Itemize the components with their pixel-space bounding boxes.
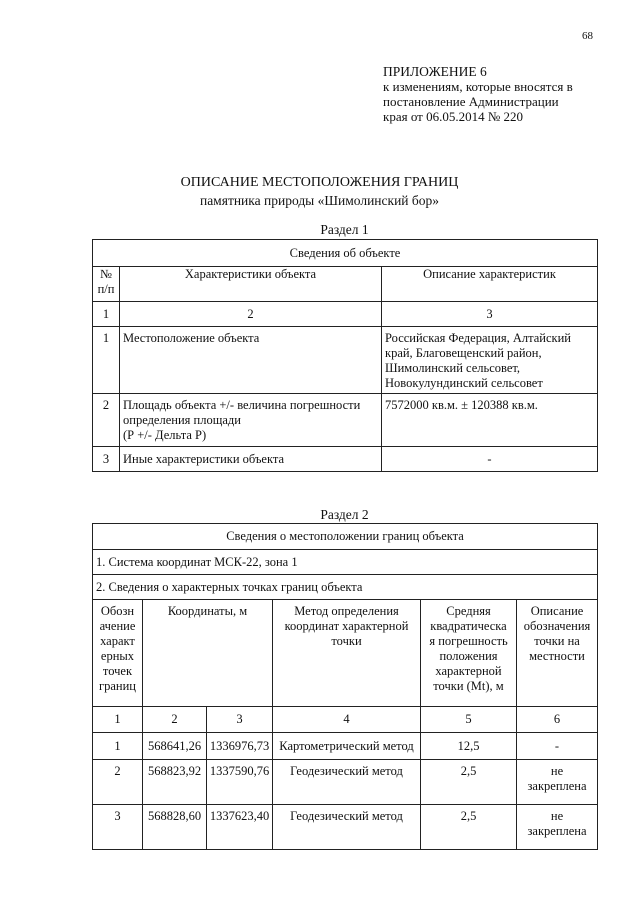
object-info-table — [92, 239, 598, 472]
point-id: 3 — [93, 805, 143, 850]
column-header-coordinates: Координаты, м — [143, 600, 273, 707]
appendix-line: края от 06.05.2014 № 220 — [383, 109, 523, 124]
coord-x: 568828,60 — [143, 805, 207, 850]
coord-x: 568641,26 — [143, 733, 207, 760]
column-header-error: Средняя квадратическа я погрешность положения характерной точки (Mt), м — [421, 600, 517, 707]
row-characteristic: Иные характеристики объекта — [120, 447, 382, 472]
table-row — [93, 394, 598, 447]
marking: не закреплена — [517, 805, 598, 850]
document-subtitle: памятника природы «Шимолинский бор» — [199, 193, 440, 208]
column-header-description: Описание характеристик — [382, 267, 598, 302]
coord-y: 1336976,73 — [207, 733, 273, 760]
column-number: 5 — [421, 707, 517, 733]
error: 2,5 — [421, 760, 517, 805]
column-number: 6 — [517, 707, 598, 733]
coordinate-system-row: 1. Система координат МСК-22, зона 1 — [93, 550, 598, 575]
marking: не закреплена — [517, 760, 598, 805]
column-number: 2 — [120, 302, 382, 327]
appendix-line: постановление Администрации — [383, 94, 559, 109]
column-header-point: Обозн ачение характ ерных точек границ — [93, 600, 143, 707]
coord-y: 1337623,40 — [207, 805, 273, 850]
table-header: Сведения об объекте — [93, 240, 598, 267]
row-characteristic: Местоположение объекта — [120, 327, 382, 394]
column-number: 2 — [143, 707, 207, 733]
column-header-characteristics: Характеристики объекта — [120, 267, 382, 302]
method: Геодезический метод — [273, 805, 421, 850]
appendix-block — [383, 64, 573, 124]
appendix-title: ПРИЛОЖЕНИЕ 6 — [383, 64, 487, 79]
coord-y: 1337590,76 — [207, 760, 273, 805]
row-description: 7572000 кв.м. ± 120388 кв.м. — [382, 394, 598, 447]
appendix-line: к изменениям, которые вносятся в — [383, 79, 573, 94]
coord-x: 568823,92 — [143, 760, 207, 805]
column-header-marking: Описание обозначения точки на местности — [517, 600, 598, 707]
document-title: ОПИСАНИЕ МЕСТОПОЛОЖЕНИЯ ГРАНИЦ — [180, 175, 459, 190]
table-row — [93, 327, 598, 394]
method: Геодезический метод — [273, 760, 421, 805]
section2-label: Раздел 2 — [320, 507, 369, 522]
page-number: 68 — [582, 30, 593, 42]
boundary-points-table — [92, 523, 598, 850]
column-number: 1 — [93, 302, 120, 327]
column-number: 3 — [382, 302, 598, 327]
column-header-method: Метод определения координат характерной точки — [273, 600, 421, 707]
method: Картометрический метод — [273, 733, 421, 760]
marking: - — [517, 733, 598, 760]
section1-label: Раздел 1 — [320, 222, 369, 237]
row-number: 3 — [93, 447, 120, 472]
table-row — [93, 733, 598, 760]
points-info-row: 2. Сведения о характерных точках границ объекта — [93, 575, 598, 600]
error: 12,5 — [421, 733, 517, 760]
column-header-num: № п/п — [93, 267, 120, 302]
point-id: 2 — [93, 760, 143, 805]
table-row — [93, 447, 598, 472]
table-row — [93, 805, 598, 850]
row-characteristic: Площадь объекта +/- величина погрешности определения площади (Р +/- Дельта Р) — [120, 394, 382, 447]
table-row — [93, 760, 598, 805]
row-number: 2 — [93, 394, 120, 447]
column-number: 4 — [273, 707, 421, 733]
column-number: 1 — [93, 707, 143, 733]
row-description: - — [382, 447, 598, 472]
column-number: 3 — [207, 707, 273, 733]
point-id: 1 — [93, 733, 143, 760]
row-description: Российская Федерация, Алтайский край, Благовещенский район, Шимолинский сельсовет, Новокулундинский сельсовет — [382, 327, 598, 394]
table-header: Сведения о местоположении границ объекта — [93, 524, 598, 550]
error: 2,5 — [421, 805, 517, 850]
row-number: 1 — [93, 327, 120, 394]
